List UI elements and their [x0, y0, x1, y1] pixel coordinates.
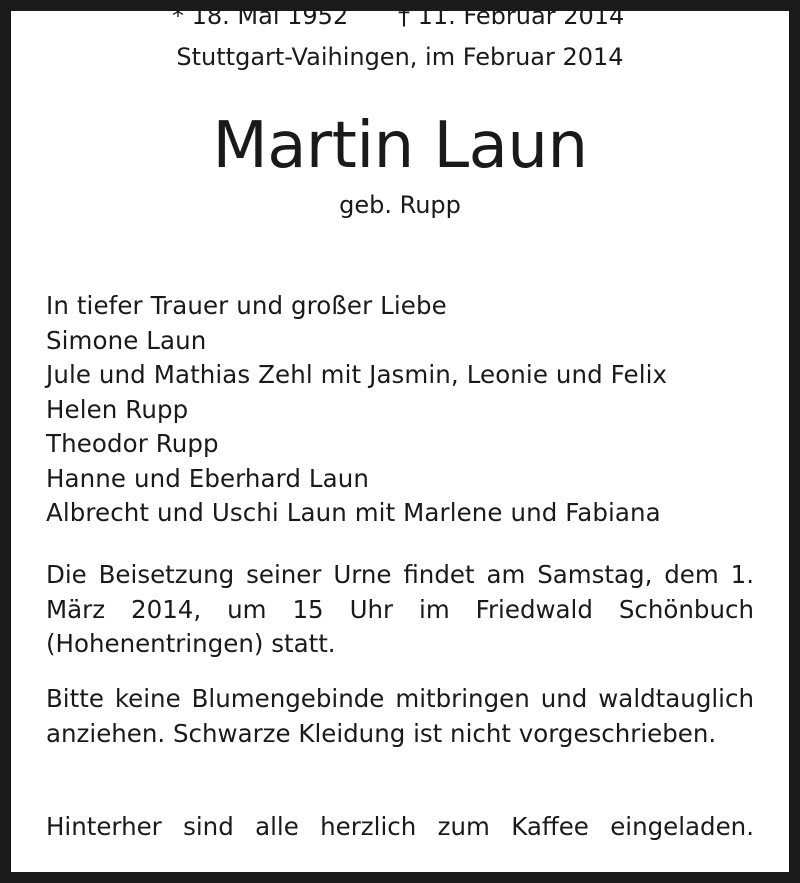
- birth-date: * 18. Mai 1952: [172, 2, 349, 30]
- place-date: Stuttgart-Vaihingen, im Februar 2014: [176, 43, 624, 71]
- request-paragraph: Bitte keine Blumengebinde mitbringen und waldtauglich anziehen. Schwarze Kleidung ist nicht vorgeschrieben.: [46, 684, 754, 748]
- mourner-item: Jule und Mathias Zehl mit Jasmin, Leonie und Felix: [46, 360, 668, 389]
- mourner-item: Simone Laun: [46, 325, 207, 355]
- invitation-paragraph: Hinterher sind alle herzlich zum Kaffee eingeladen.: [46, 812, 754, 841]
- mourner-item: Theodor Rupp: [46, 429, 219, 458]
- mourners-intro: In tiefer Trauer und großer Liebe: [46, 291, 447, 320]
- life-dates: [0, 0, 800, 32]
- birth-name: geb. Rupp: [339, 191, 461, 219]
- mourner-item: Albrecht und Uschi Laun mit Marlene und Fabiana: [46, 498, 661, 527]
- mourner-item: Helen Rupp: [46, 394, 189, 424]
- mourners-list: [46, 289, 766, 531]
- deceased-name: Martin Laun: [212, 109, 588, 183]
- death-date: † 11. Februar 2014: [398, 2, 625, 30]
- mourner-item: Hanne und Eberhard Laun: [46, 463, 370, 493]
- burial-paragraph: Die Beisetzung seiner Urne findet am Samstag, dem 1. März 2014, um 15 Uhr im Friedwald Schönbuch (Hohenentringen) statt.: [46, 560, 754, 658]
